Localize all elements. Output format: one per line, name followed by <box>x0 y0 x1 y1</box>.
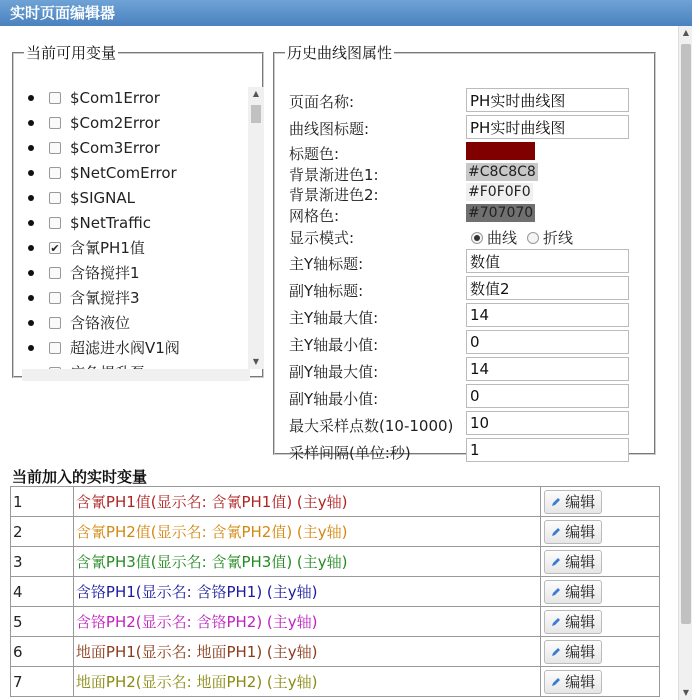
variable-item[interactable] <box>22 335 250 360</box>
variable-label: $SIGNAL <box>70 188 135 207</box>
y-sub-title-input[interactable] <box>466 276 629 300</box>
title-color-swatch[interactable]: #800000 <box>468 143 534 159</box>
variable-checkbox[interactable] <box>49 92 61 104</box>
edit-button[interactable] <box>544 490 602 514</box>
row-variable-text: 含氰PH3值(显示名: 含氰PH3值) (主y轴) <box>73 547 540 577</box>
sample-interval-label: 采样间隔(单位:秒) <box>289 444 411 462</box>
variable-label: $NetTraffic <box>70 213 151 232</box>
bullet-icon <box>28 195 34 201</box>
bullet-icon <box>28 120 34 126</box>
variable-item[interactable] <box>22 185 250 210</box>
pencil-icon <box>551 677 561 687</box>
variable-checkbox[interactable]: ✔ <box>50 241 60 255</box>
available-variables-legend: 当前可用变量 <box>26 44 117 62</box>
table-row <box>11 487 660 517</box>
mode-curve-label: 曲线 <box>487 229 518 247</box>
row-variable-text: 含铬PH2(显示名: 含铬PH2) (主y轴) <box>73 607 540 637</box>
mode-polyline-radio[interactable] <box>527 232 539 244</box>
edit-button[interactable] <box>544 670 602 694</box>
row-number: 4 <box>11 577 74 607</box>
y-main-min-input[interactable] <box>466 330 629 354</box>
display-mode-group <box>471 227 583 248</box>
variable-label: $Com3Error <box>70 138 160 157</box>
pencil-icon <box>551 557 561 567</box>
variable-item[interactable] <box>22 310 250 335</box>
chart-title-input[interactable] <box>466 115 629 139</box>
page-name-label: 页面名称: <box>289 93 355 111</box>
bullet-icon <box>28 320 34 326</box>
pencil-icon <box>551 497 561 507</box>
bullet-icon <box>28 170 34 176</box>
window-title: 实时页面编辑器 <box>0 0 692 26</box>
chart-properties-legend: 历史曲线图属性 <box>287 44 393 62</box>
pencil-icon <box>551 647 561 657</box>
variables-scrollbar[interactable] <box>248 87 264 369</box>
edit-button[interactable] <box>544 580 602 604</box>
variable-checkbox[interactable] <box>49 142 61 154</box>
edit-button-label: 编辑 <box>565 673 596 691</box>
bullet-icon <box>28 295 34 301</box>
table-row <box>11 607 660 637</box>
variables-horizontal-scrollbar[interactable] <box>22 369 250 381</box>
edit-button[interactable] <box>544 640 602 664</box>
main-scrollbar-thumb[interactable] <box>681 44 691 624</box>
variable-item[interactable] <box>22 235 250 260</box>
variable-checkbox[interactable] <box>49 342 61 354</box>
bg-gradient1-label: 背景渐进色1: <box>289 166 379 184</box>
y-sub-max-input[interactable] <box>466 357 629 381</box>
pencil-icon <box>551 617 561 627</box>
row-number: 2 <box>11 517 74 547</box>
bullet-icon <box>28 270 34 276</box>
mode-polyline-label: 折线 <box>543 229 574 247</box>
row-number: 3 <box>11 547 74 577</box>
y-sub-min-label: 副Y轴最小值: <box>289 390 379 408</box>
variable-label: 含铬液位 <box>70 314 131 332</box>
edit-button-label: 编辑 <box>565 553 596 571</box>
variable-checkbox[interactable] <box>49 267 61 279</box>
row-variable-text: 地面PH2(显示名: 地面PH2) (主y轴) <box>73 667 540 697</box>
pencil-icon <box>551 587 561 597</box>
variables-scrollbar-thumb[interactable] <box>251 105 261 123</box>
variable-item[interactable] <box>22 135 250 160</box>
variable-label: $Com2Error <box>70 113 160 132</box>
edit-button[interactable] <box>544 520 602 544</box>
row-number: 1 <box>11 487 74 517</box>
main-scrollbar[interactable] <box>678 26 692 700</box>
y-main-max-label: 主Y轴最大值: <box>289 309 379 327</box>
mode-curve-radio[interactable] <box>471 232 483 244</box>
variable-checkbox[interactable] <box>49 117 61 129</box>
bg-gradient1-swatch[interactable]: #C8C8C8 <box>468 164 536 180</box>
bullet-icon <box>28 345 34 351</box>
row-number: 6 <box>11 637 74 667</box>
realtime-variables-title: 当前加入的实时变量 <box>12 468 148 486</box>
variable-label: 超滤进水阀V1阀 <box>70 339 180 357</box>
table-row <box>11 637 660 667</box>
variable-item[interactable] <box>22 85 250 110</box>
y-sub-min-input[interactable] <box>466 384 629 408</box>
grid-color-label: 网格色: <box>289 207 340 225</box>
y-sub-title-label: 副Y轴标题: <box>289 282 364 300</box>
table-row <box>11 517 660 547</box>
sample-interval-input[interactable] <box>466 438 629 462</box>
edit-button-label: 编辑 <box>565 493 596 511</box>
variable-item[interactable] <box>22 110 250 135</box>
variables-scroll-up-icon[interactable]: ▲ <box>252 89 260 98</box>
y-main-min-label: 主Y轴最小值: <box>289 336 379 354</box>
variable-item[interactable] <box>22 210 250 235</box>
variable-label: 含氰PH1值 <box>70 239 145 257</box>
edit-button[interactable] <box>544 550 602 574</box>
bullet-icon <box>28 95 34 101</box>
bullet-icon <box>28 145 34 151</box>
title-color-label: 标题色: <box>289 145 340 163</box>
row-number: 5 <box>11 607 74 637</box>
edit-button-label: 编辑 <box>565 523 596 541</box>
scroll-up-arrow-icon[interactable]: ▲ <box>682 28 690 37</box>
edit-button-label: 编辑 <box>565 613 596 631</box>
max-samples-input[interactable] <box>466 411 629 435</box>
row-number: 7 <box>11 667 74 697</box>
variable-item[interactable] <box>22 160 250 185</box>
row-variable-text: 含氰PH2值(显示名: 含氰PH2值) (主y轴) <box>73 517 540 547</box>
variable-checkbox[interactable] <box>49 292 61 304</box>
edit-button-label: 编辑 <box>565 643 596 661</box>
variable-checkbox[interactable] <box>49 192 61 204</box>
variable-item[interactable] <box>22 285 250 310</box>
y-main-max-input[interactable] <box>466 303 629 327</box>
edit-button[interactable] <box>544 610 602 634</box>
available-variables-list <box>22 85 250 369</box>
variable-label: $Com1Error <box>70 88 160 107</box>
bg-gradient2-swatch[interactable]: #F0F0F0 <box>468 184 531 200</box>
max-samples-label: 最大采样点数(10-1000) <box>289 417 454 435</box>
variable-checkbox[interactable] <box>49 217 61 229</box>
bullet-icon <box>28 245 34 251</box>
chart-title-label: 曲线图标题: <box>289 120 370 138</box>
table-row <box>11 667 660 697</box>
variables-scroll-down-icon[interactable]: ▼ <box>252 357 260 366</box>
page-name-input[interactable] <box>466 88 629 112</box>
realtime-variables-table <box>10 486 660 697</box>
variable-label: 含铬搅拌1 <box>70 264 140 282</box>
display-mode-label: 显示模式: <box>289 229 355 247</box>
y-main-title-label: 主Y轴标题: <box>289 255 364 273</box>
variable-label: 含氰搅拌3 <box>70 289 140 307</box>
variable-checkbox[interactable] <box>49 317 61 329</box>
grid-color-swatch[interactable]: #707070 <box>468 205 534 221</box>
bg-gradient2-label: 背景渐进色2: <box>289 186 379 204</box>
variable-label: $NetComError <box>70 163 177 182</box>
available-variables-group <box>12 42 264 378</box>
scroll-down-arrow-icon[interactable]: ▼ <box>682 688 690 697</box>
row-variable-text: 地面PH1(显示名: 地面PH1) (主y轴) <box>73 637 540 667</box>
bullet-icon <box>28 220 34 226</box>
y-main-title-input[interactable] <box>466 249 629 273</box>
table-row <box>11 547 660 577</box>
y-sub-max-label: 副Y轴最大值: <box>289 363 379 381</box>
variable-item[interactable] <box>22 260 250 285</box>
table-row <box>11 577 660 607</box>
pencil-icon <box>551 527 561 537</box>
edit-button-label: 编辑 <box>565 583 596 601</box>
row-variable-text: 含铬PH1(显示名: 含铬PH1) (主y轴) <box>73 577 540 607</box>
row-variable-text: 含氰PH1值(显示名: 含氰PH1值) (主y轴) <box>73 487 540 517</box>
variable-checkbox[interactable] <box>49 167 61 179</box>
chart-properties-group <box>273 42 656 462</box>
